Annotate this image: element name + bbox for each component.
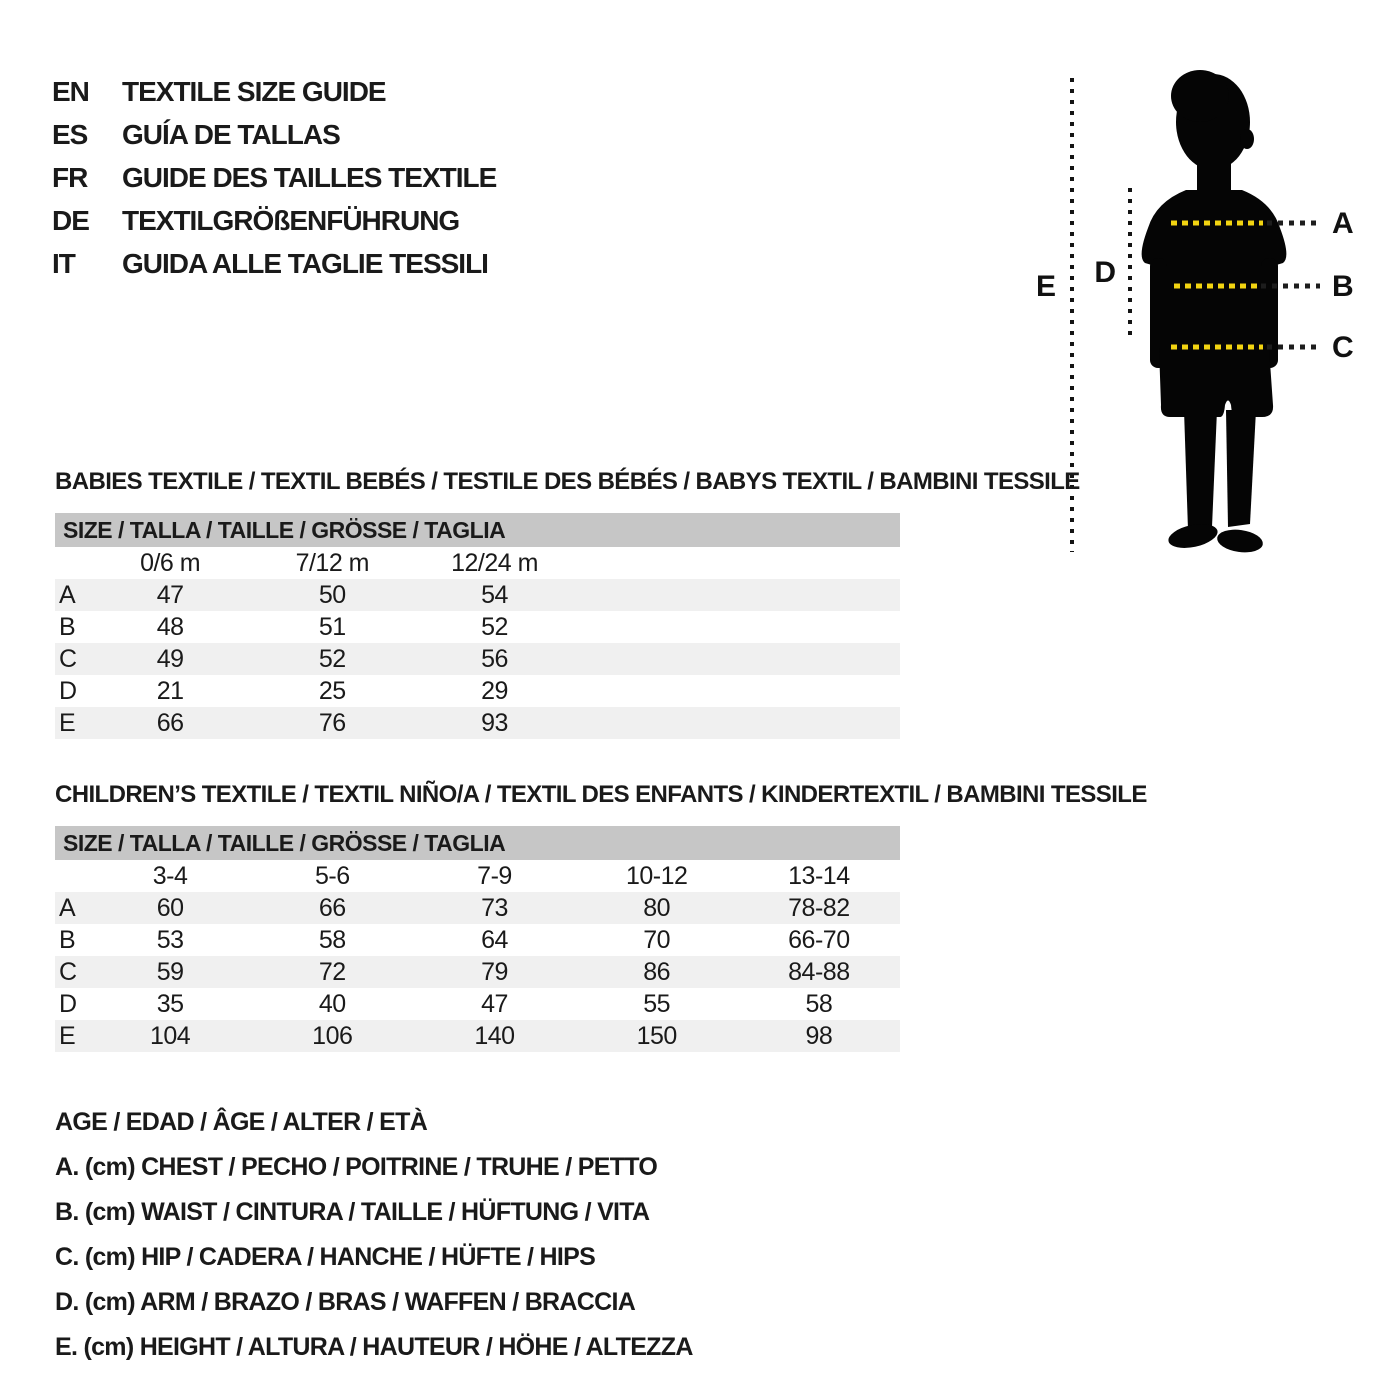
children-size-header-bar: SIZE / TALLA / TAILLE / GRÖSSE / TAGLIA bbox=[55, 826, 900, 860]
language-code: IT bbox=[52, 247, 75, 279]
children-column-header-row bbox=[55, 860, 900, 892]
table-row bbox=[55, 892, 900, 924]
language-code: ES bbox=[52, 118, 88, 150]
column-header: 7-9 bbox=[477, 861, 512, 890]
child-silhouette-illustration bbox=[1142, 70, 1287, 555]
table-cell: 53 bbox=[156, 925, 184, 954]
language-code: DE bbox=[52, 204, 89, 236]
table-cell: 47 bbox=[156, 580, 184, 609]
row-label: D bbox=[59, 989, 77, 1018]
table-cell: 106 bbox=[312, 1021, 353, 1050]
table-cell: 52 bbox=[481, 612, 508, 641]
language-row bbox=[52, 113, 496, 156]
language-title: TEXTILE SIZE GUIDE bbox=[122, 75, 386, 107]
table-cell: 98 bbox=[805, 1021, 833, 1050]
legend-age-line: AGE / EDAD / ÂGE / ALTER / ETÀ bbox=[55, 1108, 428, 1136]
column-header: 7/12 m bbox=[295, 548, 369, 577]
table-cell: 48 bbox=[156, 612, 184, 641]
table-row bbox=[55, 924, 900, 956]
babies-size-table bbox=[55, 468, 1080, 739]
table-cell: 40 bbox=[318, 989, 346, 1018]
table-row bbox=[55, 988, 900, 1020]
legend-height-line: E. (cm) HEIGHT / ALTURA / HAUTEUR / HÖHE / ALTEZZA bbox=[55, 1333, 693, 1361]
language-code: FR bbox=[52, 161, 88, 193]
table-cell: 51 bbox=[318, 612, 346, 641]
legend-waist-line: B. (cm) WAIST / CINTURA / TAILLE / HÜFTUNG / VITA bbox=[55, 1198, 650, 1226]
column-header: 5-6 bbox=[314, 861, 350, 890]
table-cell: 78-82 bbox=[788, 893, 850, 922]
table-cell: 72 bbox=[318, 957, 346, 986]
table-row bbox=[55, 956, 900, 988]
language-row bbox=[52, 242, 496, 285]
legend-chest-line: A. (cm) CHEST / PECHO / POITRINE / TRUHE / PETTO bbox=[55, 1153, 658, 1181]
table-cell: 55 bbox=[643, 989, 671, 1018]
table-cell: 29 bbox=[481, 676, 508, 705]
children-table-title: CHILDREN’S TEXTILE / TEXTIL NIÑO/A / TEXTIL DES ENFANTS / KINDERTEXTIL / BAMBINI TESSILE bbox=[55, 781, 1147, 808]
table-cell: 150 bbox=[636, 1021, 677, 1050]
table-cell: 140 bbox=[474, 1021, 515, 1050]
measure-label-c: C bbox=[1332, 331, 1354, 364]
table-row bbox=[55, 643, 900, 675]
column-header: 12/24 m bbox=[451, 548, 538, 577]
measure-label-e: E bbox=[1035, 270, 1056, 303]
babies-column-header-row bbox=[55, 547, 900, 579]
table-cell: 80 bbox=[643, 893, 671, 922]
table-cell: 104 bbox=[149, 1021, 191, 1050]
table-cell: 58 bbox=[318, 925, 346, 954]
table-cell: 49 bbox=[156, 644, 184, 673]
table-cell: 66 bbox=[318, 893, 346, 922]
column-header: 0/6 m bbox=[140, 548, 201, 577]
table-cell: 93 bbox=[481, 708, 508, 737]
table-cell: 56 bbox=[481, 644, 508, 673]
table-cell: 35 bbox=[156, 989, 184, 1018]
table-row bbox=[55, 611, 900, 643]
table-cell: 54 bbox=[481, 580, 508, 609]
language-title: TEXTILGRÖßENFÜHRUNG bbox=[122, 204, 460, 236]
row-label: E bbox=[59, 708, 76, 737]
legend-hip-line: C. (cm) HIP / CADERA / HANCHE / HÜFTE / HIPS bbox=[55, 1243, 596, 1271]
table-cell: 66-70 bbox=[788, 925, 850, 954]
language-title: GUIDE DES TAILLES TEXTILE bbox=[122, 161, 497, 193]
row-label: C bbox=[59, 644, 77, 673]
table-cell: 47 bbox=[481, 989, 508, 1018]
table-cell: 52 bbox=[318, 644, 346, 673]
table-cell: 21 bbox=[156, 676, 184, 705]
column-header: 10-12 bbox=[625, 861, 688, 890]
row-label: A bbox=[59, 580, 76, 609]
table-row bbox=[55, 707, 900, 739]
legend-arm-line: D. (cm) ARM / BRAZO / BRAS / WAFFEN / BRACCIA bbox=[55, 1288, 636, 1316]
language-row bbox=[52, 199, 496, 242]
babies-size-header-bar: SIZE / TALLA / TAILLE / GRÖSSE / TAGLIA bbox=[55, 513, 900, 547]
table-cell: 64 bbox=[481, 925, 508, 954]
measure-label-d: D bbox=[1094, 256, 1116, 289]
table-cell: 25 bbox=[318, 676, 346, 705]
row-label: B bbox=[59, 612, 76, 641]
row-label: B bbox=[59, 925, 76, 954]
row-label: D bbox=[59, 676, 77, 705]
language-title: GUIDA ALLE TAGLIE TESSILI bbox=[122, 247, 488, 279]
row-label: E bbox=[59, 1021, 76, 1050]
table-cell: 86 bbox=[643, 957, 671, 986]
language-row bbox=[52, 70, 496, 113]
language-code: EN bbox=[52, 75, 89, 107]
babies-table-title: BABIES TEXTILE / TEXTIL BEBÉS / TESTILE DES BÉBÉS / BABYS TEXTIL / BAMBINI TESSILE bbox=[55, 468, 1080, 495]
measure-label-b: B bbox=[1332, 270, 1354, 303]
table-cell: 58 bbox=[805, 989, 833, 1018]
table-row bbox=[55, 579, 900, 611]
language-title-list bbox=[52, 70, 496, 285]
row-label: A bbox=[59, 893, 76, 922]
language-title: GUÍA DE TALLAS bbox=[122, 118, 340, 150]
table-row bbox=[55, 675, 900, 707]
table-cell: 79 bbox=[481, 957, 508, 986]
table-cell: 73 bbox=[481, 893, 508, 922]
measure-label-a: A bbox=[1332, 207, 1354, 240]
table-cell: 70 bbox=[643, 925, 671, 954]
language-row bbox=[52, 156, 496, 199]
table-cell: 60 bbox=[156, 893, 184, 922]
row-label: C bbox=[59, 957, 77, 986]
table-cell: 76 bbox=[318, 708, 346, 737]
table-cell: 84-88 bbox=[788, 957, 850, 986]
table-cell: 66 bbox=[156, 708, 184, 737]
column-header: 13-14 bbox=[788, 861, 850, 890]
measurement-legend bbox=[55, 1100, 693, 1370]
children-size-table bbox=[55, 781, 1147, 1052]
table-row bbox=[55, 1020, 900, 1052]
column-header: 3-4 bbox=[152, 861, 188, 890]
table-cell: 59 bbox=[156, 957, 184, 986]
table-cell: 50 bbox=[318, 580, 346, 609]
